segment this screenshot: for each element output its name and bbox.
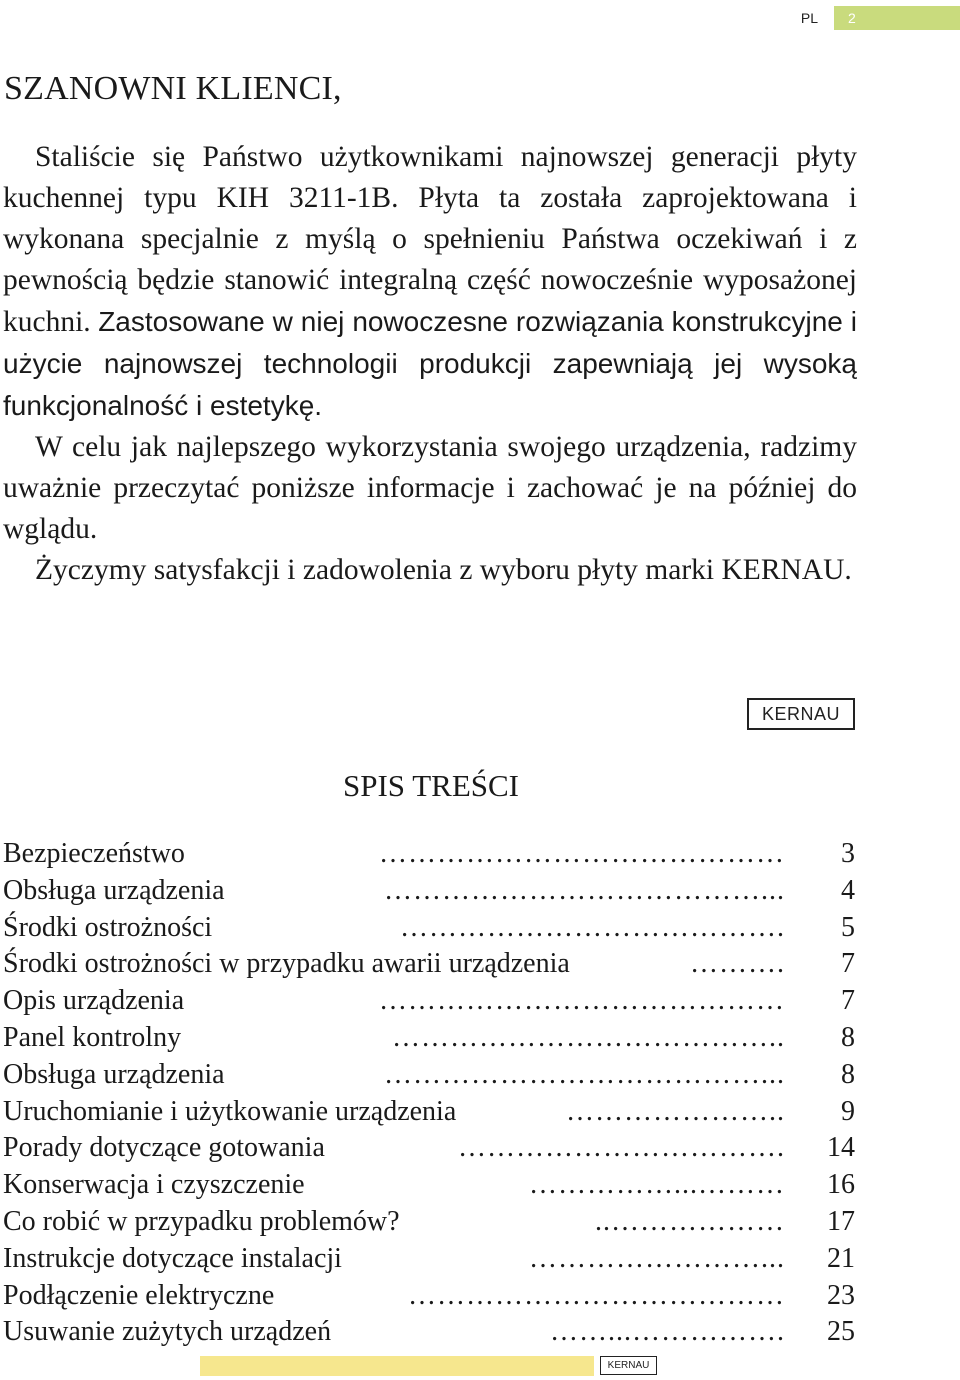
toc-item-label: Bezpieczeństwo (3, 838, 185, 869)
language-code: PL (800, 10, 818, 26)
toc-item[interactable] (3, 946, 855, 983)
toc-item[interactable] (3, 1094, 855, 1131)
intro-paragraph-1-sans: Zastosowane w niej nowoczesne rozwiązania konstrukcyjne i użycie najnowszej technologii produkcji zapewniają jej wysoką funkcjonalność i estetykę. (3, 306, 858, 421)
toc-item-page: 23 (827, 1279, 855, 1311)
toc-item-page: 21 (827, 1242, 855, 1274)
greeting-heading: SZANOWNI KLIENCI, (4, 70, 342, 107)
toc-item-page: 7 (841, 985, 855, 1017)
toc-title: SPIS TREŚCI (342, 768, 520, 803)
toc-item-dots: ………………………………….. (392, 1021, 785, 1053)
toc-item-dots: ……………………………. (458, 1132, 785, 1164)
toc-item[interactable] (3, 1278, 855, 1315)
toc-item-label: Podłączenie elektryczne (3, 1279, 275, 1311)
toc-item-label: Instrukcje dotyczące instalacji (3, 1242, 342, 1274)
toc-item-label: Porady dotyczące gotowania (3, 1132, 325, 1164)
toc-item-page: 5 (841, 911, 855, 943)
toc-item-dots: ……...……………. (550, 1316, 785, 1348)
toc-item-page: 8 (841, 1021, 855, 1053)
toc-item-dots: ………………………………… (408, 1279, 785, 1311)
intro-text (3, 137, 857, 591)
toc-item-page: 8 (841, 1058, 855, 1090)
page-number: 2 (834, 6, 960, 30)
toc-item[interactable] (3, 1204, 855, 1241)
page-header (801, 6, 960, 30)
table-of-contents (3, 836, 855, 1351)
footer-accent-bar (200, 1356, 594, 1376)
toc-item-page: 16 (827, 1169, 855, 1201)
intro-paragraph-1-text: Staliście się Państwo użytkownikami najnowszej generacji płyty kuchennej typu KIH 3211-1B. Płyta ta została zaprojektowana i wykonana specjalnie z myślą o spełnieniu Państwa oczekiwań i z pewnością będzie stanowić integralną część nowocześnie wyposażonej kuchni. (3, 141, 857, 338)
toc-item-label: Obsługa urządzenia (3, 874, 225, 906)
toc-item-label: Konserwacja i czyszczenie (3, 1169, 305, 1201)
toc-item-page: 14 (827, 1132, 855, 1164)
toc-item-dots: …………………………………... (384, 1058, 785, 1090)
toc-item-dots: ..……………… (595, 1205, 785, 1237)
toc-item-dots: …………………………………… (379, 985, 785, 1017)
toc-item[interactable] (3, 1314, 855, 1351)
toc-item-label: Co robić w przypadku problemów? (3, 1205, 400, 1237)
toc-item-page: 17 (827, 1205, 855, 1237)
intro-paragraph-2: W celu jak najlepszego wykorzystania swojego urządzenia, radzimy uważnie przeczytać poniższe informacje i zachować je na później do wglądu. (3, 431, 857, 545)
toc-item[interactable] (3, 1020, 855, 1057)
toc-item-dots: …………………………………… (379, 838, 785, 869)
toc-item-dots: ………. (690, 948, 785, 980)
toc-item-page: 7 (841, 948, 855, 980)
toc-item[interactable] (3, 1057, 855, 1094)
toc-item-label: Opis urządzenia (3, 985, 185, 1017)
toc-item-dots: ………………….. (566, 1095, 785, 1127)
toc-item[interactable] (3, 836, 855, 873)
intro-paragraph-3: Życzymy satysfakcji i zadowolenia z wyboru płyty marki KERNAU. (35, 554, 852, 586)
toc-item[interactable] (3, 983, 855, 1020)
toc-item-label: Panel kontrolny (3, 1021, 182, 1053)
kernau-logo: KERNAU (747, 698, 855, 730)
toc-item-label: Uruchomianie i użytkowanie urządzenia (3, 1095, 457, 1127)
toc-item-page: 3 (841, 838, 855, 869)
toc-item-label: Środki ostrożności w przypadku awarii urządzenia (3, 948, 570, 980)
toc-item-label: Usuwanie zużytych urządzeń (3, 1316, 332, 1348)
footer-kernau-logo: KERNAU (600, 1356, 657, 1375)
toc-item[interactable] (3, 1241, 855, 1278)
toc-item[interactable] (3, 873, 855, 910)
toc-item[interactable] (3, 910, 855, 947)
toc-item-page: 4 (841, 874, 855, 906)
toc-item-label: Obsługa urządzenia (3, 1058, 225, 1090)
intro-paragraph-1 (3, 137, 857, 427)
toc-item[interactable] (3, 1130, 855, 1167)
toc-item-dots: ……………...……… (529, 1169, 785, 1201)
toc-item-page: 9 (841, 1095, 855, 1127)
toc-item-dots: …………………………………. (400, 911, 785, 943)
toc-item-page: 25 (827, 1316, 855, 1348)
toc-item-dots: …………………………………... (384, 874, 785, 906)
toc-item[interactable] (3, 1167, 855, 1204)
toc-item-dots: ……………………... (529, 1242, 785, 1274)
toc-item-label: Środki ostrożności (3, 911, 213, 943)
